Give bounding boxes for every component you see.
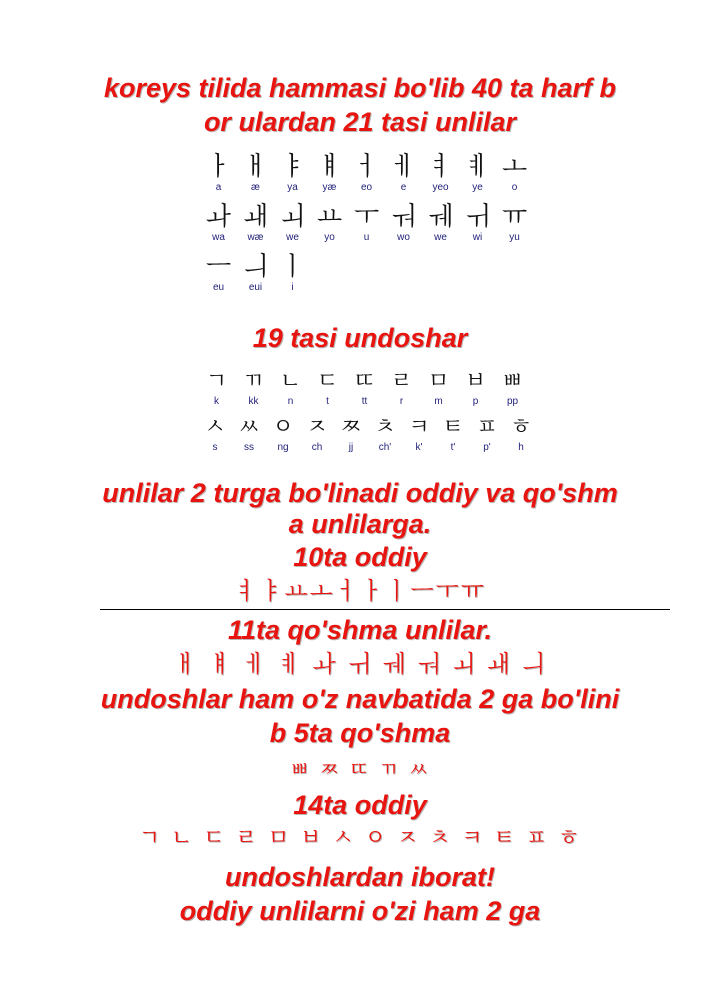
divider-line: [100, 609, 670, 610]
vowel-romanization: yæ: [322, 182, 337, 193]
consonant-glyph: ㄹ: [390, 369, 413, 394]
vowel-glyph: ㅖ: [464, 152, 491, 182]
vowel-romanization: wo: [397, 232, 410, 243]
consonant-romanization: m: [434, 396, 443, 407]
vowel-row: [200, 152, 540, 202]
compound-vowels-heading: 11ta qo'shma unlilar.: [227, 615, 492, 645]
vowel-romanization: ya: [287, 182, 298, 193]
consonant-cell: [504, 414, 538, 460]
vowel-glyph: ㅢ: [242, 252, 269, 282]
consonant-cell: [436, 414, 470, 460]
vowel-romanization: eo: [360, 182, 373, 193]
vowel-glyph: ㅙ: [242, 202, 269, 232]
consonant-cell: [383, 368, 420, 414]
consonant-cell: [266, 414, 300, 460]
consonant-glyph: ㄲ: [242, 369, 265, 394]
consonant-romanization: n: [287, 396, 294, 407]
consonant-cell: [272, 368, 309, 414]
consonant-romanization: ss: [244, 442, 254, 453]
vowel-cell: [496, 152, 533, 202]
vowel-cell: [200, 252, 237, 302]
vowel-glyph: ㅜ: [353, 202, 380, 232]
vowel-romanization: wæ: [247, 232, 264, 243]
vowel-romanization: wi: [472, 232, 483, 243]
vowel-glyph: ㅛ: [316, 202, 343, 232]
consonant-cell: [457, 368, 494, 414]
consonant-romanization: h: [518, 442, 524, 453]
consonant-romanization: ng: [277, 442, 289, 453]
consonant-romanization: k': [415, 442, 423, 453]
vowel-row: [200, 202, 540, 252]
vowel-cell: [385, 152, 422, 202]
consonant-glyph: ㅁ: [427, 369, 450, 394]
vowel-romanization: eui: [248, 282, 263, 293]
vowel-cell: [274, 202, 311, 252]
vowel-romanization: i: [291, 282, 294, 293]
vowel-romanization: u: [363, 232, 370, 243]
vowel-cell: [274, 152, 311, 202]
simple-vowels-list: ㅕㅑㅛㅗㅓㅏㅣㅡㅜㅠ: [234, 577, 486, 605]
vowel-cell: [237, 202, 274, 252]
vowel-cell: [237, 252, 274, 302]
vowel-glyph: ㅐ: [242, 152, 269, 182]
consonant-romanization: jj: [348, 442, 354, 453]
consonant-romanization: t': [450, 442, 456, 453]
consonant-glyph: ㅍ: [476, 415, 498, 440]
vowel-glyph: ㅑ: [279, 152, 306, 182]
consonant-cell: [494, 368, 531, 414]
footer-line: oddiy unlilarni o'zi ham 2 ga: [179, 896, 541, 926]
vowel-cell: [459, 202, 496, 252]
consonant-romanization: ch: [311, 442, 323, 453]
consonant-romanization: t: [326, 396, 329, 407]
consonant-glyph: ㅉ: [340, 415, 362, 440]
consonant-romanization: p': [483, 442, 491, 453]
consonant-romanization: tt: [361, 396, 368, 407]
vowel-cell: [422, 152, 459, 202]
consonant-glyph: ㅃ: [501, 369, 524, 394]
simple-consonants-list: ㄱ ㄴ ㄷ ㄹ ㅁ ㅂ ㅅ ㅇ ㅈ ㅊ ㅋ ㅌ ㅍ ㅎ: [138, 826, 582, 851]
vowel-cell: [311, 152, 348, 202]
consonant-row: [198, 414, 538, 460]
vowel-romanization: æ: [251, 182, 260, 193]
vowel-row: [200, 252, 540, 302]
consonant-row: [198, 368, 538, 414]
vowel-romanization: eu: [212, 282, 225, 293]
vowel-types-line-2: a unlilarga.: [288, 509, 432, 539]
vowel-romanization: o: [511, 182, 518, 193]
consonant-cell: [235, 368, 272, 414]
vowel-romanization: we: [286, 232, 299, 243]
consonant-romanization: pp: [506, 396, 519, 407]
vowel-cell: [422, 202, 459, 252]
vowel-glyph: ㅣ: [279, 252, 306, 282]
consonant-romanization: k: [214, 396, 219, 407]
consonant-glyph: ㅌ: [442, 415, 464, 440]
consonant-romanization: s: [212, 442, 218, 453]
vowel-glyph: ㅝ: [390, 202, 417, 232]
vowel-glyph: ㅟ: [464, 202, 491, 232]
consonant-types-line-1: undoshlar ham o'z navbatida 2 ga bo'lini: [100, 684, 620, 714]
vowel-romanization: we: [434, 232, 447, 243]
vowel-cell: [348, 202, 385, 252]
vowel-romanization: ye: [472, 182, 483, 193]
consonant-cell: [309, 368, 346, 414]
consonant-cell: [232, 414, 266, 460]
vowel-cell: [237, 152, 274, 202]
vowel-romanization: a: [215, 182, 222, 193]
consonant-chart: [198, 368, 538, 460]
consonant-glyph: ㅂ: [464, 369, 487, 394]
simple-consonants-heading: 14ta oddiy: [293, 790, 427, 820]
vowel-cell: [348, 152, 385, 202]
vowel-glyph: ㅓ: [353, 152, 380, 182]
consonant-glyph: ㅊ: [374, 415, 396, 440]
consonant-cell: [198, 414, 232, 460]
vowel-cell: [311, 202, 348, 252]
consonant-cell: [346, 368, 383, 414]
vowel-chart: [200, 152, 540, 302]
consonant-glyph: ㅇ: [272, 415, 294, 440]
vowel-romanization: wa: [212, 232, 225, 243]
heading-line-1: koreys tilida hammasi bo'lib 40 ta harf b: [103, 73, 617, 103]
vowel-glyph: ㅡ: [205, 252, 232, 282]
vowel-romanization: yeo: [432, 182, 449, 193]
vowel-glyph: ㅒ: [316, 152, 343, 182]
consonant-cell: [198, 368, 235, 414]
vowel-cell: [459, 152, 496, 202]
conclusion-line: undoshlardan iborat!: [225, 862, 495, 892]
consonant-glyph: ㄱ: [205, 369, 228, 394]
consonant-romanization: r: [399, 396, 404, 407]
vowel-glyph: ㅗ: [501, 152, 528, 182]
vowel-cell: [274, 252, 311, 302]
vowel-glyph: ㅚ: [279, 202, 306, 232]
vowel-romanization: yu: [509, 232, 520, 243]
simple-vowels-heading: 10ta oddiy: [293, 542, 427, 572]
consonant-glyph: ㄴ: [279, 369, 302, 394]
consonant-count-heading: 19 tasi undoshar: [252, 323, 468, 353]
consonant-glyph: ㅆ: [238, 415, 260, 440]
vowel-cell: [496, 202, 533, 252]
consonant-types-line-2: b 5ta qo'shma: [269, 718, 451, 748]
compound-vowels-list: ㅐ ㅒ ㅔ ㅖ ㅘ ㅟ ㅞ ㅝ ㅚ ㅙ ㅢ: [173, 650, 547, 678]
vowel-cell: [385, 202, 422, 252]
vowel-cell: [200, 152, 237, 202]
consonant-cell: [334, 414, 368, 460]
consonant-cell: [368, 414, 402, 460]
vowel-glyph: ㅔ: [390, 152, 417, 182]
vowel-cell: [200, 202, 237, 252]
vowel-glyph: ㅕ: [427, 152, 454, 182]
consonant-romanization: p: [472, 396, 479, 407]
consonant-cell: [470, 414, 504, 460]
consonant-romanization: ch': [378, 442, 392, 453]
double-consonants-list: ㅃ ㅉ ㄸ ㄲ ㅆ: [289, 757, 431, 781]
vowel-romanization: e: [400, 182, 407, 193]
consonant-cell: [300, 414, 334, 460]
vowel-types-line-1: unlilar 2 turga bo'linadi oddiy va qo'shm: [102, 478, 618, 508]
vowel-romanization: yo: [324, 232, 335, 243]
consonant-glyph: ㅈ: [306, 415, 328, 440]
consonant-glyph: ㅅ: [204, 415, 226, 440]
consonant-cell: [402, 414, 436, 460]
vowel-glyph: ㅠ: [501, 202, 528, 232]
consonant-glyph: ㅎ: [510, 415, 532, 440]
consonant-glyph: ㄷ: [316, 369, 339, 394]
consonant-glyph: ㅋ: [408, 415, 430, 440]
vowel-glyph: ㅞ: [427, 202, 454, 232]
consonant-cell: [420, 368, 457, 414]
vowel-glyph: ㅏ: [205, 152, 232, 182]
consonant-glyph: ㄸ: [353, 369, 376, 394]
heading-line-2: or ulardan 21 tasi unlilar: [203, 107, 517, 137]
vowel-glyph: ㅘ: [205, 202, 232, 232]
consonant-romanization: kk: [248, 396, 259, 407]
